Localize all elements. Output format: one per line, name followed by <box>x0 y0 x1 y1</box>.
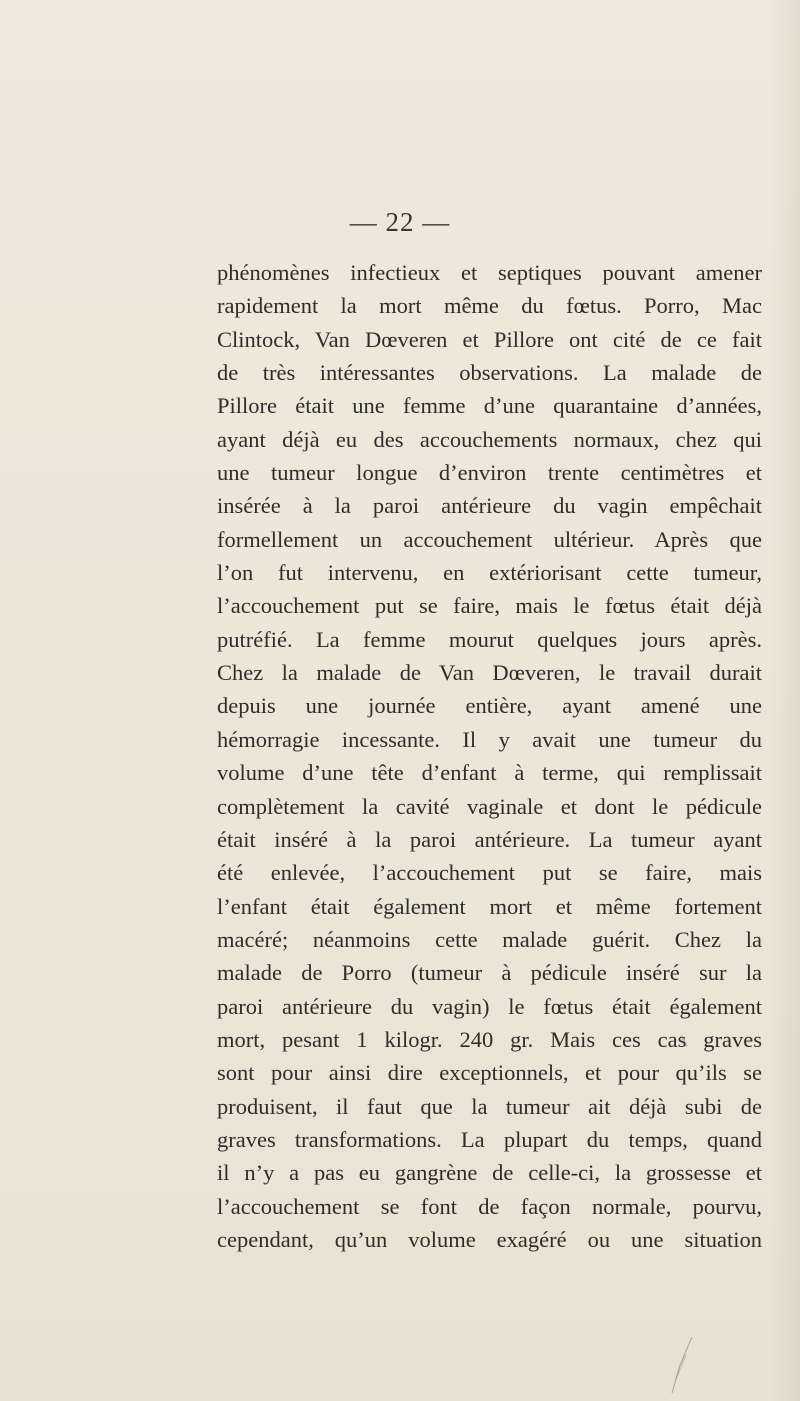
text-line: macéré; néanmoins cette malade guérit. Chez la <box>217 926 762 952</box>
text-line: ayant déjà eu des accouchements normaux, chez qui <box>217 426 762 452</box>
page-number: — 22 — <box>349 207 451 237</box>
text-line: l’enfant était également mort et même fortement <box>217 893 762 919</box>
text-line: complètement la cavité vaginale et dont le pédicule <box>217 793 762 819</box>
text-line: insérée à la paroi antérieure du vagin empêchait <box>217 493 762 519</box>
text-line: l’accouchement put se faire, mais le fœtus était déjà <box>217 593 762 619</box>
text-line: Pillore était une femme d’une quarantaine d’années, <box>217 393 762 419</box>
text-line: paroi antérieure du vagin) le fœtus était également <box>217 993 762 1019</box>
text-line: rapidement la mort même du fœtus. Porro, Mac <box>217 293 762 319</box>
text-line: il n’y a pas eu gangrène de celle-ci, la grossesse et <box>217 1160 762 1186</box>
text-line: était inséré à la paroi antérieure. La tumeur ayant <box>217 826 762 852</box>
text-line: mort, pesant 1 kilogr. 240 gr. Mais ces cas graves <box>217 1026 762 1052</box>
text-line: sont pour ainsi dire exceptionnels, et pour qu’ils se <box>217 1060 762 1086</box>
body-text <box>217 256 762 1256</box>
text-line: hémorragie incessante. Il y avait une tumeur du <box>217 726 762 752</box>
text-line: Clintock, Van Dœveren et Pillore ont cité de ce fait <box>217 326 762 352</box>
text-line: une tumeur longue d’environ trente centimètres et <box>217 460 762 486</box>
text-line: l’on fut intervenu, en extériorisant cette tumeur, <box>217 560 762 586</box>
text-line: volume d’une tête d’enfant à terme, qui remplissait <box>217 760 762 786</box>
text-line: phénomènes infectieux et septiques pouvant amener <box>217 260 762 285</box>
text-line: été enlevée, l’accouchement put se faire, mais <box>217 860 762 886</box>
text-line: l’accouchement se font de façon normale, pourvu, <box>217 1193 762 1219</box>
text-line: cependant, qu’un volume exagéré ou une situation <box>217 1226 762 1252</box>
text-line: produisent, il faut que la tumeur ait déjà subi de <box>217 1093 762 1119</box>
text-line: graves transformations. La plupart du temps, quand <box>217 1126 762 1152</box>
text-line: depuis une journée entière, ayant amené une <box>217 693 762 719</box>
text-line: formellement un accouchement ultérieur. Après que <box>217 526 762 552</box>
text-line: putréfié. La femme mourut quelques jours après. <box>217 626 762 652</box>
text-line: de très intéressantes observations. La malade de <box>217 360 762 386</box>
pencil-scribble-icon <box>662 1335 702 1395</box>
text-line: malade de Porro (tumeur à pédicule inséré sur la <box>217 960 762 986</box>
text-line: Chez la malade de Van Dœveren, le travail durait <box>217 660 762 686</box>
